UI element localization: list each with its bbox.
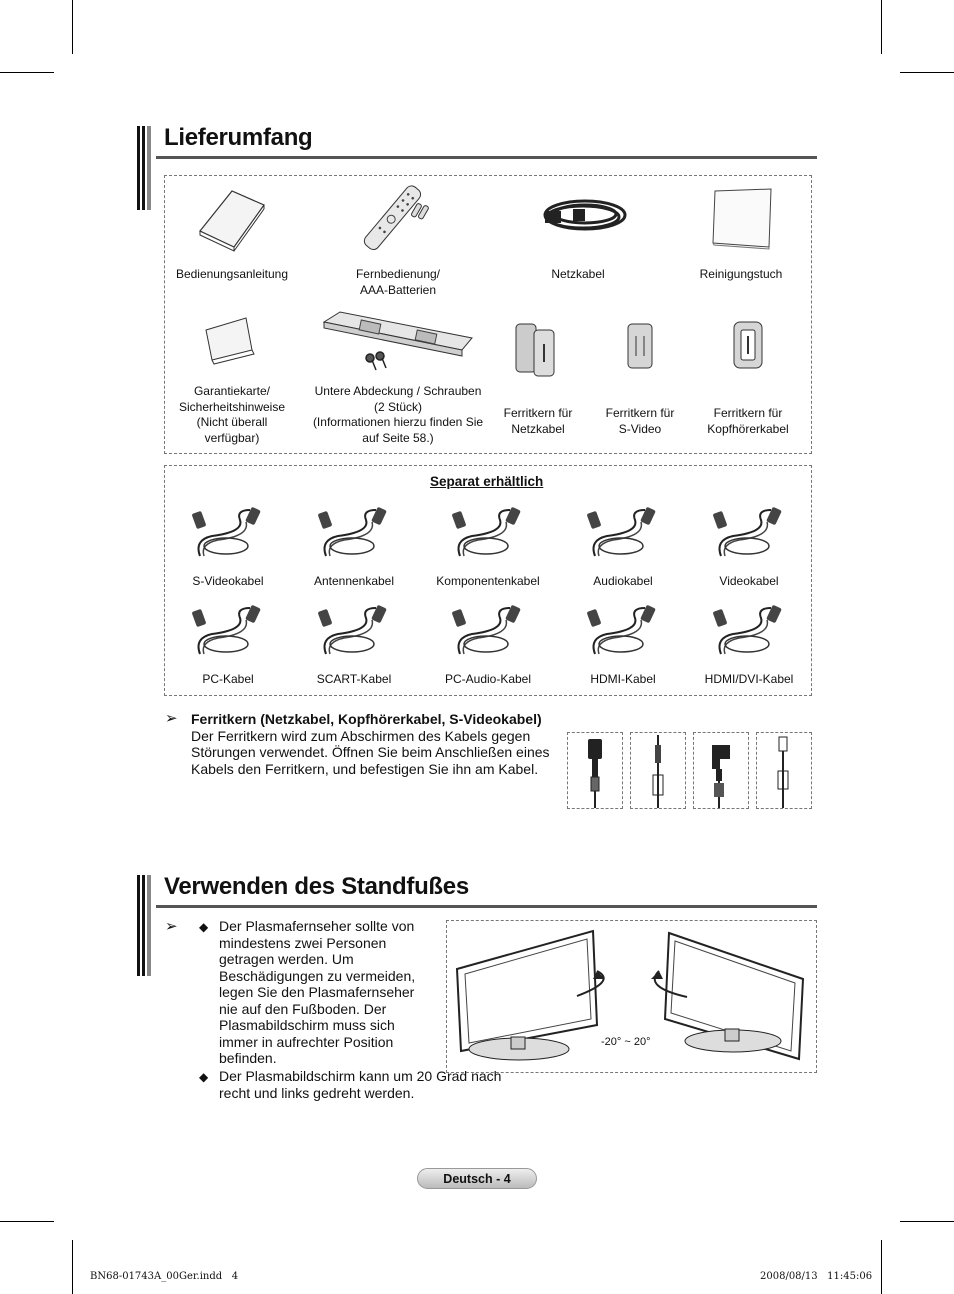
separate-item <box>417 604 559 688</box>
crop-mark <box>72 0 73 54</box>
separate-item <box>165 506 291 590</box>
included-item <box>490 318 586 437</box>
stand-note-2: Der Plasmabildschirm kann um 20 Grad nach recht und links gedreht werden. <box>219 1068 502 1101</box>
audio-cable-icon <box>585 506 661 560</box>
included-item <box>170 312 294 446</box>
ferrite-note-body: Der Ferritkern wird zum Abschirmen des Kabels gegen Störungen verwendet. Öffnen Sie beim Anschließen eines Kabels den Ferritkern, und befestigen Sie ihn am Kabel. <box>191 727 550 777</box>
separate-item <box>165 604 291 688</box>
scart-cable-icon <box>316 604 392 658</box>
crop-mark <box>0 72 54 73</box>
ferrite-core-headphone-icon <box>728 318 768 378</box>
crop-mark <box>900 1221 954 1222</box>
included-item <box>170 185 294 283</box>
item-label: Ferritkern für Netzkabel <box>503 406 573 436</box>
warranty-card-icon <box>202 312 262 368</box>
ferrite-diagram-power <box>567 732 623 809</box>
manual-icon <box>192 185 272 253</box>
section-title-stand: Verwenden des Standfußes <box>164 873 469 900</box>
ferrite-core-power-icon <box>510 318 566 378</box>
item-label: Ferritkern für Kopfhörerkabel <box>707 406 789 436</box>
item-label: S-Videokabel <box>192 574 264 588</box>
separate-item <box>686 604 812 688</box>
antenna-cable-icon <box>316 506 392 560</box>
bullet-icon: ◆ <box>199 920 209 934</box>
crop-mark <box>72 1240 73 1294</box>
ferrite-diagram-svideo <box>693 732 749 809</box>
included-item <box>700 318 796 437</box>
item-label: Fernbedienung/ AAA-Batterien <box>355 267 441 297</box>
note-arrow-icon: ➢ <box>165 918 178 935</box>
crop-mark <box>881 1240 882 1294</box>
ferrite-note-heading: Ferritkern (Netzkabel, Kopfhörerkabel, S-Videokabel) <box>191 711 542 727</box>
stand-note-1: Der Plasmafernseher sollte von mindestens zwei Personen getragen werden. Um Beschädigungen zu vermeiden, legen Sie den Plasmafernseher nie auf den Fußboden. Der Plasmabildschirm muss sich immer in aufrechter Position befinden. <box>219 918 416 1066</box>
crop-mark <box>0 1221 54 1222</box>
section-rule <box>156 156 817 159</box>
section-marker <box>137 875 151 976</box>
stand-rotation-box <box>446 920 817 1073</box>
bullet-icon: ◆ <box>199 1070 209 1084</box>
item-label: Untere Abdeckung / Schrauben (2 Stück) (Informationen hierzu finden Sie auf Seite 58.) <box>312 384 484 445</box>
item-label: Komponentenkabel <box>436 574 540 588</box>
separate-item <box>291 506 417 590</box>
crop-mark <box>900 72 954 73</box>
item-label: HDMI-Kabel <box>590 672 656 686</box>
item-label: Netzkabel <box>551 267 605 281</box>
hdmi-cable-icon <box>585 604 661 658</box>
separate-item <box>291 604 417 688</box>
item-label: Bedienungsanleitung <box>175 267 289 281</box>
included-item <box>516 185 640 283</box>
tv-rotation-illustration <box>447 921 816 1072</box>
separate-item <box>417 506 559 590</box>
separate-item <box>560 604 686 688</box>
included-item <box>680 185 802 283</box>
item-label: HDMI/DVI-Kabel <box>704 672 794 686</box>
separate-item <box>560 506 686 590</box>
date-slug: 2008/08/13 11:45:06 <box>760 1271 873 1282</box>
section-title-contents: Lieferumfang <box>164 124 313 151</box>
item-label: Videokabel <box>719 574 779 588</box>
item-label: SCART-Kabel <box>316 672 392 686</box>
power-cord-icon <box>523 185 633 253</box>
angle-label: -20° ~ 20° <box>601 1036 651 1048</box>
video-cable-icon <box>711 506 787 560</box>
section-rule <box>156 905 817 908</box>
item-label: Ferritkern für S-Video <box>605 406 675 436</box>
crop-mark <box>881 0 882 54</box>
remote-control-icon <box>358 185 438 253</box>
pc-cable-icon <box>190 604 266 658</box>
separate-title: Separat erhältlich <box>430 474 544 489</box>
hdmi-dvi-cable-icon <box>711 604 787 658</box>
included-item <box>312 308 484 446</box>
file-slug: BN68-01743A_00Ger.indd 4 <box>90 1271 239 1282</box>
s-video-cable-icon <box>190 506 266 560</box>
pc-audio-cable-icon <box>450 604 526 658</box>
item-label: PC-Kabel <box>202 672 254 686</box>
item-label: Garantiekarte/ Sicherheitshinweise (Nicht überall verfügbar) <box>178 384 286 445</box>
ferrite-core-svideo-icon <box>620 318 660 378</box>
included-item <box>318 185 478 298</box>
ferrite-diagram-cable <box>756 732 812 809</box>
included-item <box>594 318 686 437</box>
item-label: Reinigungstuch <box>699 267 783 281</box>
section-marker <box>137 126 151 210</box>
cleaning-cloth-icon <box>701 185 781 253</box>
item-label: PC-Audio-Kabel <box>444 672 532 686</box>
bottom-cover-icon <box>320 308 476 374</box>
ferrite-note <box>191 711 563 777</box>
component-cable-icon <box>450 506 526 560</box>
separate-item <box>686 506 812 590</box>
item-label: Antennenkabel <box>313 574 395 588</box>
item-label: Audiokabel <box>593 574 653 588</box>
note-arrow-icon: ➢ <box>165 710 178 727</box>
ferrite-diagram-headphone <box>630 732 686 809</box>
page-number-badge: Deutsch - 4 <box>417 1168 537 1189</box>
